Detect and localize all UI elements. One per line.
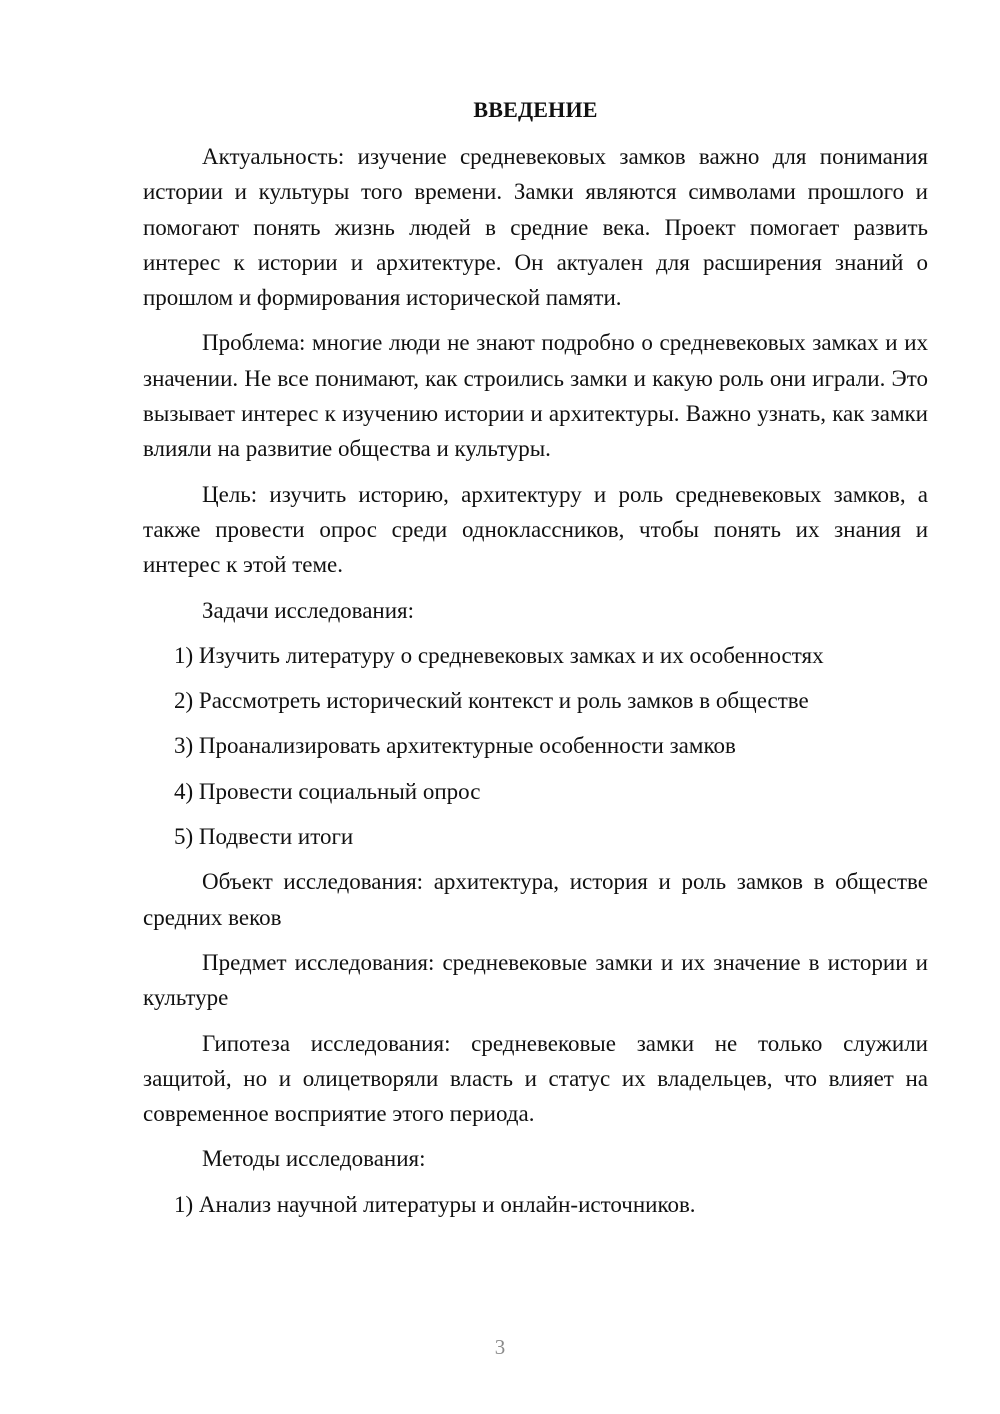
tasks-heading: Задачи исследования: [202,597,415,623]
task-item: 1) Изучить литературу о средневековых замках и их особенностях [174,642,824,668]
section-title: ВВЕДЕНИЕ [473,97,598,122]
task-item: 4) Провести социальный опрос [174,778,481,804]
task-item: 5) Подвести итоги [174,824,354,850]
method-item: 1) Анализ научной литературы и онлайн-источников. [174,1191,696,1217]
object-paragraph: Объект исследования: архитектура, история и роль замков в обществе средних веков [143,869,928,930]
tasks-list [143,638,928,854]
subject-paragraph: Предмет исследования: средневековые замки и их значение в истории и культуре [143,949,928,1011]
relevance-paragraph: Актуальность: изучение средневековых замков важно для понимания истории и культуры того времени. Замки являются символами прошлого и помогают понять жизнь людей в средние века. Проект помогает развить интерес к истории и архитектуре. Он актуален для расширения знаний о прошлом и формирования исторической памяти. [143,144,928,311]
methods-heading: Методы исследования: [202,1146,426,1172]
page-number: 3 [494,1335,506,1359]
task-item: 2) Рассмотреть исторический контекст и роль замков в обществе [174,688,809,714]
problem-paragraph: Проблема: многие люди не знают подробно о средневековых замках и их значении. Не все понимают, как строились замки и какую роль они играли. Это вызывает интерес к изучению истории и архитектуры. Важно узнать, как замки влияли на развитие общества и культуры. [143,330,928,462]
task-item: 3) Проанализировать архитектурные особенности замков [174,733,736,759]
goal-paragraph: Цель: изучить историю, архитектуру и роль средневековых замков, а также провести опрос среди одноклассников, чтобы понять их знания и интерес к этой теме. [143,481,928,578]
methods-list [143,1187,928,1222]
page-content [143,92,928,1232]
hypothesis-paragraph: Гипотеза исследования: средневековые замки не только служили защитой, но и олицетворяли власть и статус их владельцев, что влияет на современное восприятие этого периода. [143,1030,928,1127]
